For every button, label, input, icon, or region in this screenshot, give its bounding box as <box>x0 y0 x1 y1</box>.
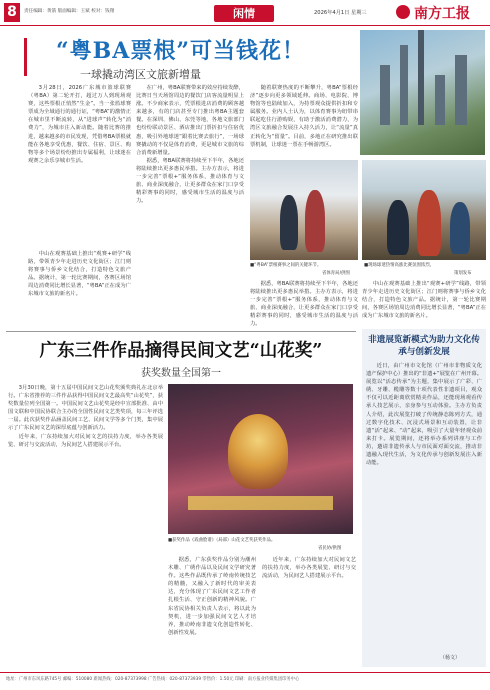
footer-info: 地址：广州市东风东路745号 邮编：510080 新闻热线：020-87373998 广告热线：020-87373939 零售价：1.50元 印刷：南方报业传媒集团印务中心 <box>6 677 300 682</box>
article1-column-4: 据悉，粤BA联赛将持续至下半年，各地还将陆续推出更多惠民举措。主办方表示，将进一步完善“票根+”服务体系，推动体育与文旅、商业深度融合，让更多群众在家门口享受精彩赛事的同时，感受城市生活的温度与活力。 <box>250 281 358 328</box>
article2-column-2: 据悉，广东获奖作品分别为潮州木雕、广绣作品以及民间文学研究著作。这些作品既传承了岭南传统技艺的精髓，又融入了新时代的审美表达，充分体现了广东民间文艺工作者扎根生活、守正创新的精神风貌。广东省民协相关负责人表示，将以此为契机，进一步加强民间文艺人才培养，推动岭南非遗文化创造性转化、创新性发展。 <box>168 557 256 636</box>
photo4-caption: ■获奖作品《戏曲脸谱》（局部）山花文艺奖获奖作品。 <box>168 538 276 543</box>
article1-photo-city <box>360 30 485 155</box>
photo2-credit: 省体育局/供图 <box>322 271 350 276</box>
article1-column-3: 随着联赛热度的不断攀升，粤BA“票根经济”逐步向更多领域延伸。商场、电影院、博物馆等也陆续加入，为持票观众提供折扣和专属服务。业内人士认为，以体育赛事为纽带串联起吃住行游购娱，有助于激活消费潜力，为湾区文旅融合发展注入持久活力，让“流量”真正转化为“留量”。目前，多地正在研究推出联票机制，让球迷一票在手畅游湾区。 <box>250 85 358 148</box>
page-number: 8 <box>4 3 20 22</box>
article2-headline: 广东三件作品摘得民间文艺“山花奖” <box>39 341 323 361</box>
article1-column-5: 中山在观赛基础上推出“观赛+研学”线路，带领青少年走进历史文化街区；江门则将赛事与侨乡文化结合，打造特色文旅产品。据统计，第一轮比赛期间，各赛区场馆周边消费同比增长显著，“粤BA”正在成为广东城市文旅的新名片。 <box>362 281 486 320</box>
section-divider <box>6 331 356 332</box>
photo2-caption: ■“粤BA”票根赛事之间的关键环节。 <box>250 263 322 268</box>
article2-column-1: 3月30日晚，第十五届中国民间文艺山花奖颁奖典礼在北京举行。广东省推荐的三件作品获得中国民间文艺最高奖“山花奖”，获奖数量位列全国第一。中国民间文艺山花奖是经中宣部批准、由中国文联和中国民协联合主办的全国性民间文艺类奖项，每三年评选一届。此次获奖作品涵盖民间工艺、民间文学等多个门类，集中展示了广东民间文艺的深厚底蕴与创新活力。 近年来，广东持续加大对民间文艺的扶持力度，举办各类展览、研讨与交流活动，为民间艺人搭建展示平台。 <box>8 385 163 448</box>
sidebar-byline: （杨文） <box>440 655 461 661</box>
section-tag: 闲情 <box>214 5 274 22</box>
newspaper-logo: 南方工报 <box>414 6 470 22</box>
article1-column-1b: 中山在观赛基础上推出“观赛+研学”线路，带领青少年走进历史文化街区；江门则将赛事与侨乡文化结合，打造特色文旅产品。据统计，第一轮比赛期间，各赛区场馆周边消费同比增长显著，“粤BA”正在成为广东城市文旅的新名片。 <box>28 251 131 298</box>
article1-photo-fans <box>362 160 486 260</box>
article2-column-3: 近年来，广东持续加大对民间文艺的扶持力度，举办各类展览、研讨与交流活动，为民间艺人搭建展示平台。 <box>262 557 356 580</box>
photo3-credit: 策划发布 <box>454 271 472 276</box>
editors-line: 责任编辑：黄箭 版面编辑：王斌 校对：钱翔 <box>24 9 115 14</box>
article2-photo-artwork <box>168 384 353 534</box>
page-footer <box>0 672 490 690</box>
article1-column-2: 在广州，粤BA联赛带来的效应持续发酵，比赛日当天场馆周边的餐饮门店客流量明显上涨。不少商家表示，凭票根进店消费的顾客越来越多，有的门店甚至专门推出粤BA主题套餐。在深圳、佛山、东莞等地，各地文旅部门也纷纷联动景区、酒店推出门票折扣与住宿优惠，吸引外地球迷“跟着比赛去旅行”，一场球赛撬动的不仅是体育消费，更是城市文旅的综合消费新增量。 据悉，粤BA联赛将持续至下半年，各地还将陆续推出更多惠民举措。主办方表示，将进一步完善“票根+”服务体系，推动体育与文旅、商业深度融合，让更多群众在家门口享受精彩赛事的同时，感受城市生活的温度与活力。 <box>136 85 244 205</box>
article2-subheadline: 获奖数量全国第一 <box>141 368 221 379</box>
photo4-credit: 省民协/供图 <box>318 546 342 551</box>
logo-icon <box>396 5 410 19</box>
article1-subheadline: 一球撬动湾区文旅新增量 <box>80 68 201 81</box>
article1-photo-tickets <box>250 160 358 260</box>
sidebar-body: 近日，由广州市文化馆（广州市非物质文化遗产保护中心）推出的“非遗+”展览在广州开幕。展览以“活态传承”为主题，集中展示了广彩、广绣、牙雕、榄雕等数十项代表性非遗项目，观众不仅可以近距离欣赏精美作品，还能现场观看传承人技艺展示，亲身参与互动体验。主办方负责人介绍，此次展览打破了传统静态陈列方式，通过数字化技术、沉浸式场景和互动装置，让非遗“活”起来、“动”起来，吸引了大量年轻观众前来打卡。展览期间，还将举办系列讲座与工作坊，邀请非遗传承人与市民面对面交流，推动非遗融入现代生活，为文化传承与创新发展注入新动能。 <box>366 363 482 467</box>
issue-date: 2026年4月1日 星期三 <box>314 10 367 16</box>
photo3-caption: ■现场球迷热情高涨比赛氛围浓烈。 <box>364 263 435 268</box>
page-header <box>0 0 490 26</box>
sidebar-headline: 非遗展览新模式为助力文化传承与创新发展 <box>368 335 480 357</box>
article1-column-1: 3月28日，2026广东城市篮球联赛（粤BA）第二轮开打，超过万人到现场观赛，这些票根正悄然“生金”。当一张篮球赛票成为全域通行的通行证，“粤BA”的激情正在城市里不断流转，从“进球声”转化为“消费力”，为城市注入新动能。随着比赛的推进，越来越多的市民发现，凭借粤BA票根就能在各地享受优惠，餐饮、住宿、景区、购物等多个场景纷纷推出专属福利，让球迷在观赛之余乐享城市生活。 <box>28 85 131 164</box>
article1-headline: “粤BA票根”可当钱花！ <box>56 38 305 64</box>
mask-artwork <box>228 414 288 489</box>
title-accent-bar <box>24 38 27 76</box>
